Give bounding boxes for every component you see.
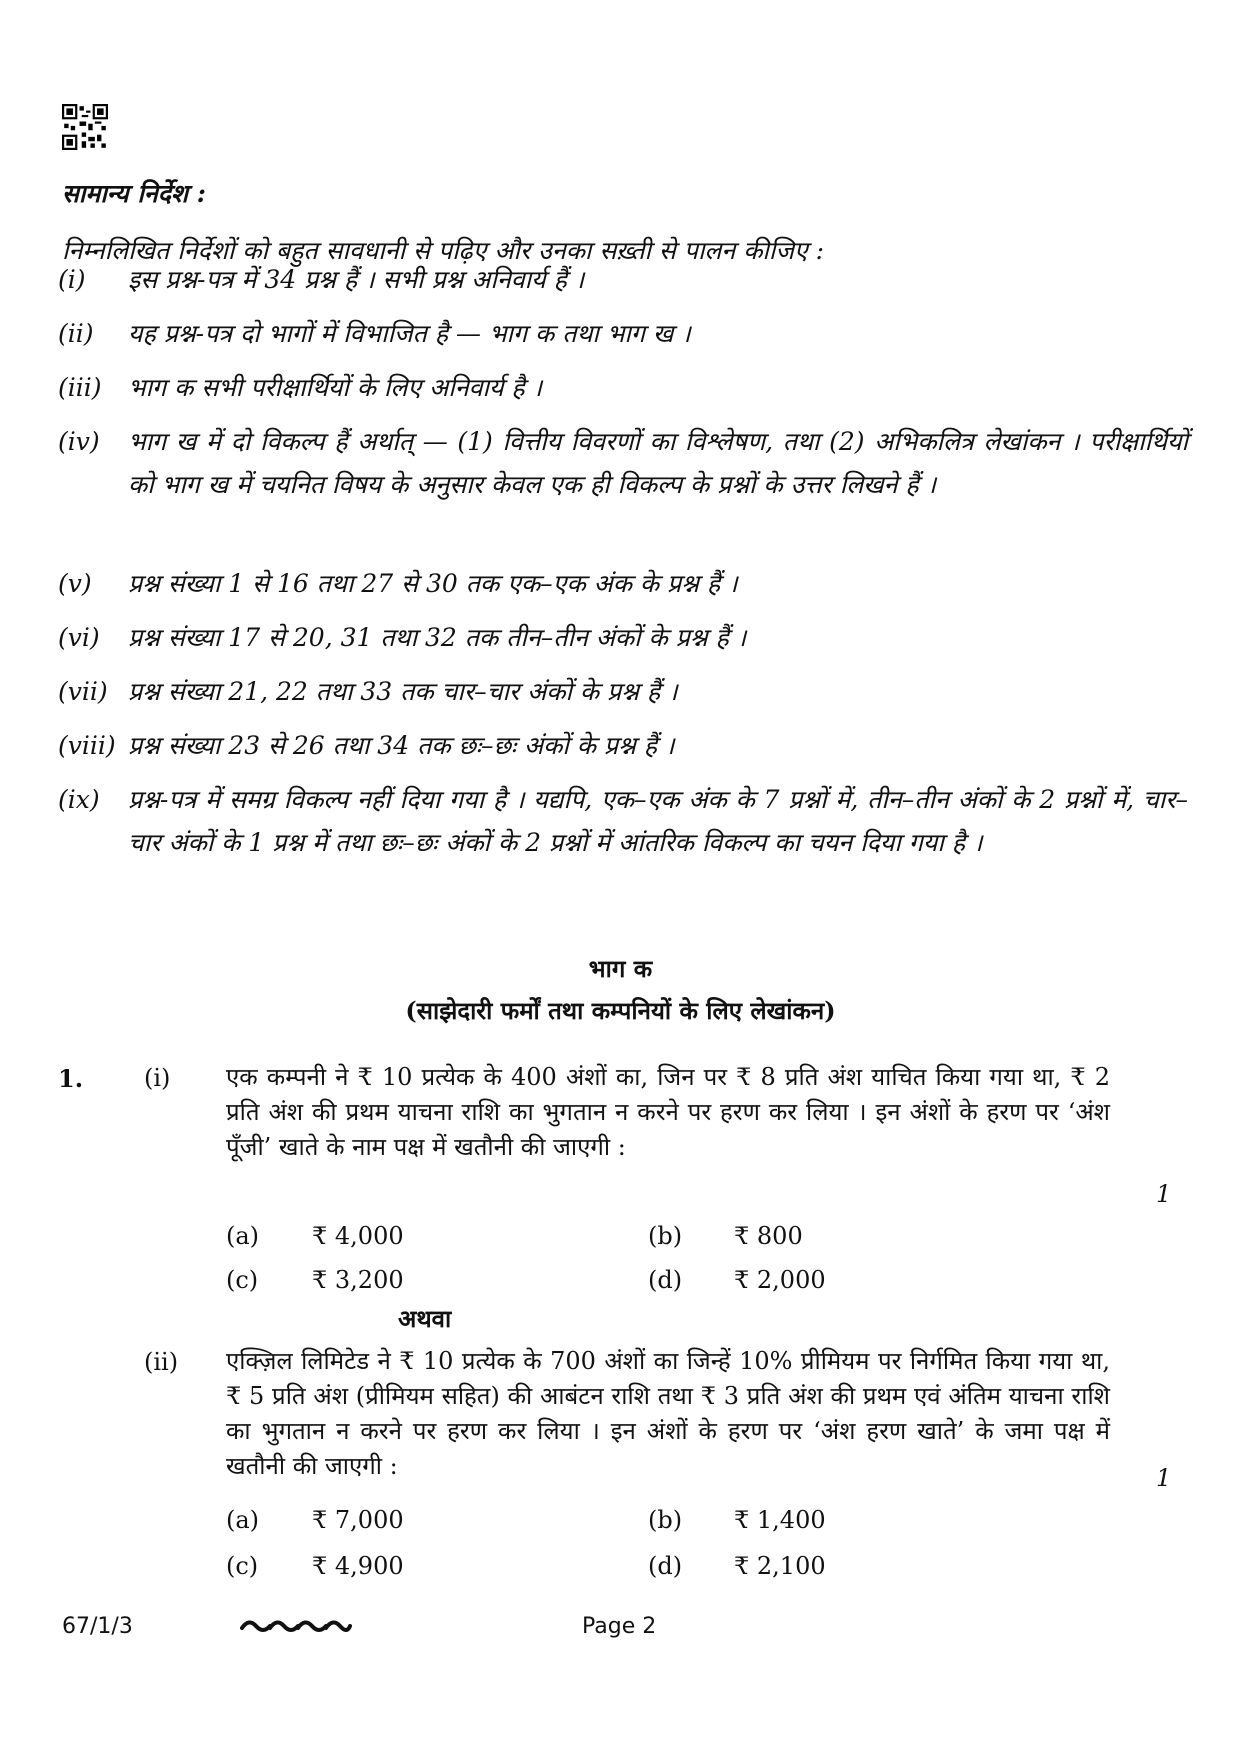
option-value: ₹ 1,400 bbox=[734, 1506, 826, 1534]
option-value: ₹ 7,000 bbox=[312, 1506, 404, 1534]
subpart-label: (ii) bbox=[144, 1348, 179, 1376]
marks: 1 bbox=[1156, 1464, 1172, 1492]
instruction-number: (vi) bbox=[58, 623, 100, 652]
general-instructions-heading: सामान्य निर्देश : bbox=[62, 179, 206, 208]
option-value: ₹ 2,100 bbox=[734, 1552, 826, 1580]
option-label: (d) bbox=[648, 1552, 683, 1580]
option-label: (a) bbox=[226, 1506, 260, 1534]
instruction-item bbox=[58, 366, 1188, 409]
instruction-number: (viii) bbox=[58, 731, 116, 760]
instruction-item bbox=[58, 258, 1188, 301]
instruction-text: भाग क सभी परीक्षार्थियों के लिए अनिवार्य है । bbox=[128, 373, 543, 402]
question-number: 1. bbox=[58, 1064, 84, 1093]
option-label: (c) bbox=[226, 1266, 259, 1294]
instruction-text: प्रश्न संख्या 23 से 26 तथा 34 तक छः–छः अंकों के प्रश्न हैं । bbox=[128, 731, 675, 760]
instruction-text: प्रश्न-पत्र में समग्र विकल्प नहीं दिया गया है । यद्यपि, एक–एक अंक के 7 प्रश्नों में, तीन–तीन अंकों के 2 प्रश्नों में, चार–चार अंकों के 1 प्रश्न में तथा छः–छः अंकों के 2 प्रश्नों में आंतरिक विकल्प का चयन दिया गया है । bbox=[128, 785, 1188, 857]
instruction-item bbox=[58, 616, 1188, 659]
instruction-item bbox=[58, 420, 1188, 506]
marks: 1 bbox=[1156, 1180, 1172, 1208]
instruction-text: प्रश्न संख्या 1 से 16 तथा 27 से 30 तक एक–एक अंक के प्रश्न हैं । bbox=[128, 569, 738, 598]
instruction-text: प्रश्न संख्या 17 से 20, 31 तथा 32 तक तीन–तीन अंकों के प्रश्न हैं । bbox=[128, 623, 747, 652]
option-value: ₹ 3,200 bbox=[312, 1266, 404, 1294]
option-label: (b) bbox=[648, 1222, 683, 1250]
instruction-item bbox=[58, 312, 1188, 355]
instruction-text: प्रश्न संख्या 21, 22 तथा 33 तक चार–चार अंकों के प्रश्न हैं । bbox=[128, 677, 678, 706]
option-label: (b) bbox=[648, 1506, 683, 1534]
instruction-item bbox=[58, 670, 1188, 713]
instruction-text: यह प्रश्न-पत्र दो भागों में विभाजित है — भाग क तथा भाग ख । bbox=[128, 319, 691, 348]
instruction-number: (iii) bbox=[58, 373, 102, 402]
general-instructions-intro: निम्नलिखित निर्देशों को बहुत सावधानी से पढ़िए और उनका सख़्ती से पालन कीजिए : bbox=[62, 236, 825, 265]
option-label: (d) bbox=[648, 1266, 683, 1294]
paper-code: 67/1/3 bbox=[62, 1614, 133, 1639]
instruction-number: (i) bbox=[58, 265, 86, 294]
instruction-item bbox=[58, 562, 1188, 605]
option-value: ₹ 4,900 bbox=[312, 1552, 404, 1580]
subpart-label: (i) bbox=[144, 1064, 171, 1092]
option-value: ₹ 2,000 bbox=[734, 1266, 826, 1294]
instruction-number: (iv) bbox=[58, 427, 100, 456]
option-value: ₹ 4,000 bbox=[312, 1222, 404, 1250]
question-text: एक्ज़िल लिमिटेड ने ₹ 10 प्रत्येक के 700 अंशों का जिन्हें 10% प्रीमियम पर निर्गमित किया गया था, ₹ 5 प्रति अंश (प्रीमियम सहित) की आबंटन राशि तथा ₹ 3 प्रति अंश की प्रथम एवं अंतिम याचना राशि का भुगतान न करने पर हरण कर लिया । इन अंशों के हरण पर ‘अंश हरण खाते’ के जमा पक्ष में खतौनी की जाएगी : bbox=[226, 1347, 1110, 1480]
instruction-number: (v) bbox=[58, 569, 92, 598]
section-subtitle: (साझेदारी फर्मों तथा कम्पनियों के लिए लेखांकन) bbox=[405, 996, 836, 1025]
instruction-text: इस प्रश्न-पत्र में 34 प्रश्न हैं । सभी प्रश्न अनिवार्य हैं । bbox=[128, 265, 585, 294]
qr-code bbox=[62, 104, 108, 150]
page-number: Page 2 bbox=[582, 1614, 657, 1639]
tilde-ornament bbox=[240, 1616, 352, 1636]
or-separator: अथवा bbox=[398, 1304, 452, 1333]
instruction-number: (vii) bbox=[58, 677, 108, 706]
instruction-item bbox=[58, 724, 1188, 767]
option-label: (a) bbox=[226, 1222, 260, 1250]
instruction-item bbox=[58, 778, 1188, 864]
option-value: ₹ 800 bbox=[734, 1222, 803, 1250]
option-label: (c) bbox=[226, 1552, 259, 1580]
instruction-number: (ii) bbox=[58, 319, 94, 348]
question-text: एक कम्पनी ने ₹ 10 प्रत्येक के 400 अंशों का, जिन पर ₹ 8 प्रति अंश याचित किया गया था, ₹ 2 प्रति अंश की प्रथम याचना राशि का भुगतान न करने पर हरण कर लिया । इन अंशों के हरण पर ‘अंश पूँजी’ खाते के नाम पक्ष में खतौनी की जाएगी : bbox=[226, 1063, 1110, 1161]
section-title: भाग क bbox=[588, 954, 653, 983]
instruction-text: भाग ख में दो विकल्प हैं अर्थात् — (1) वित्तीय विवरणों का विश्लेषण, तथा (2) अभिकलित्र लेखांकन । परीक्षार्थियों को भाग ख में चयनित विषय के अनुसार केवल एक ही विकल्प के प्रश्नों के उत्तर लिखने हैं । bbox=[128, 427, 1188, 499]
instruction-number: (ix) bbox=[58, 785, 100, 814]
